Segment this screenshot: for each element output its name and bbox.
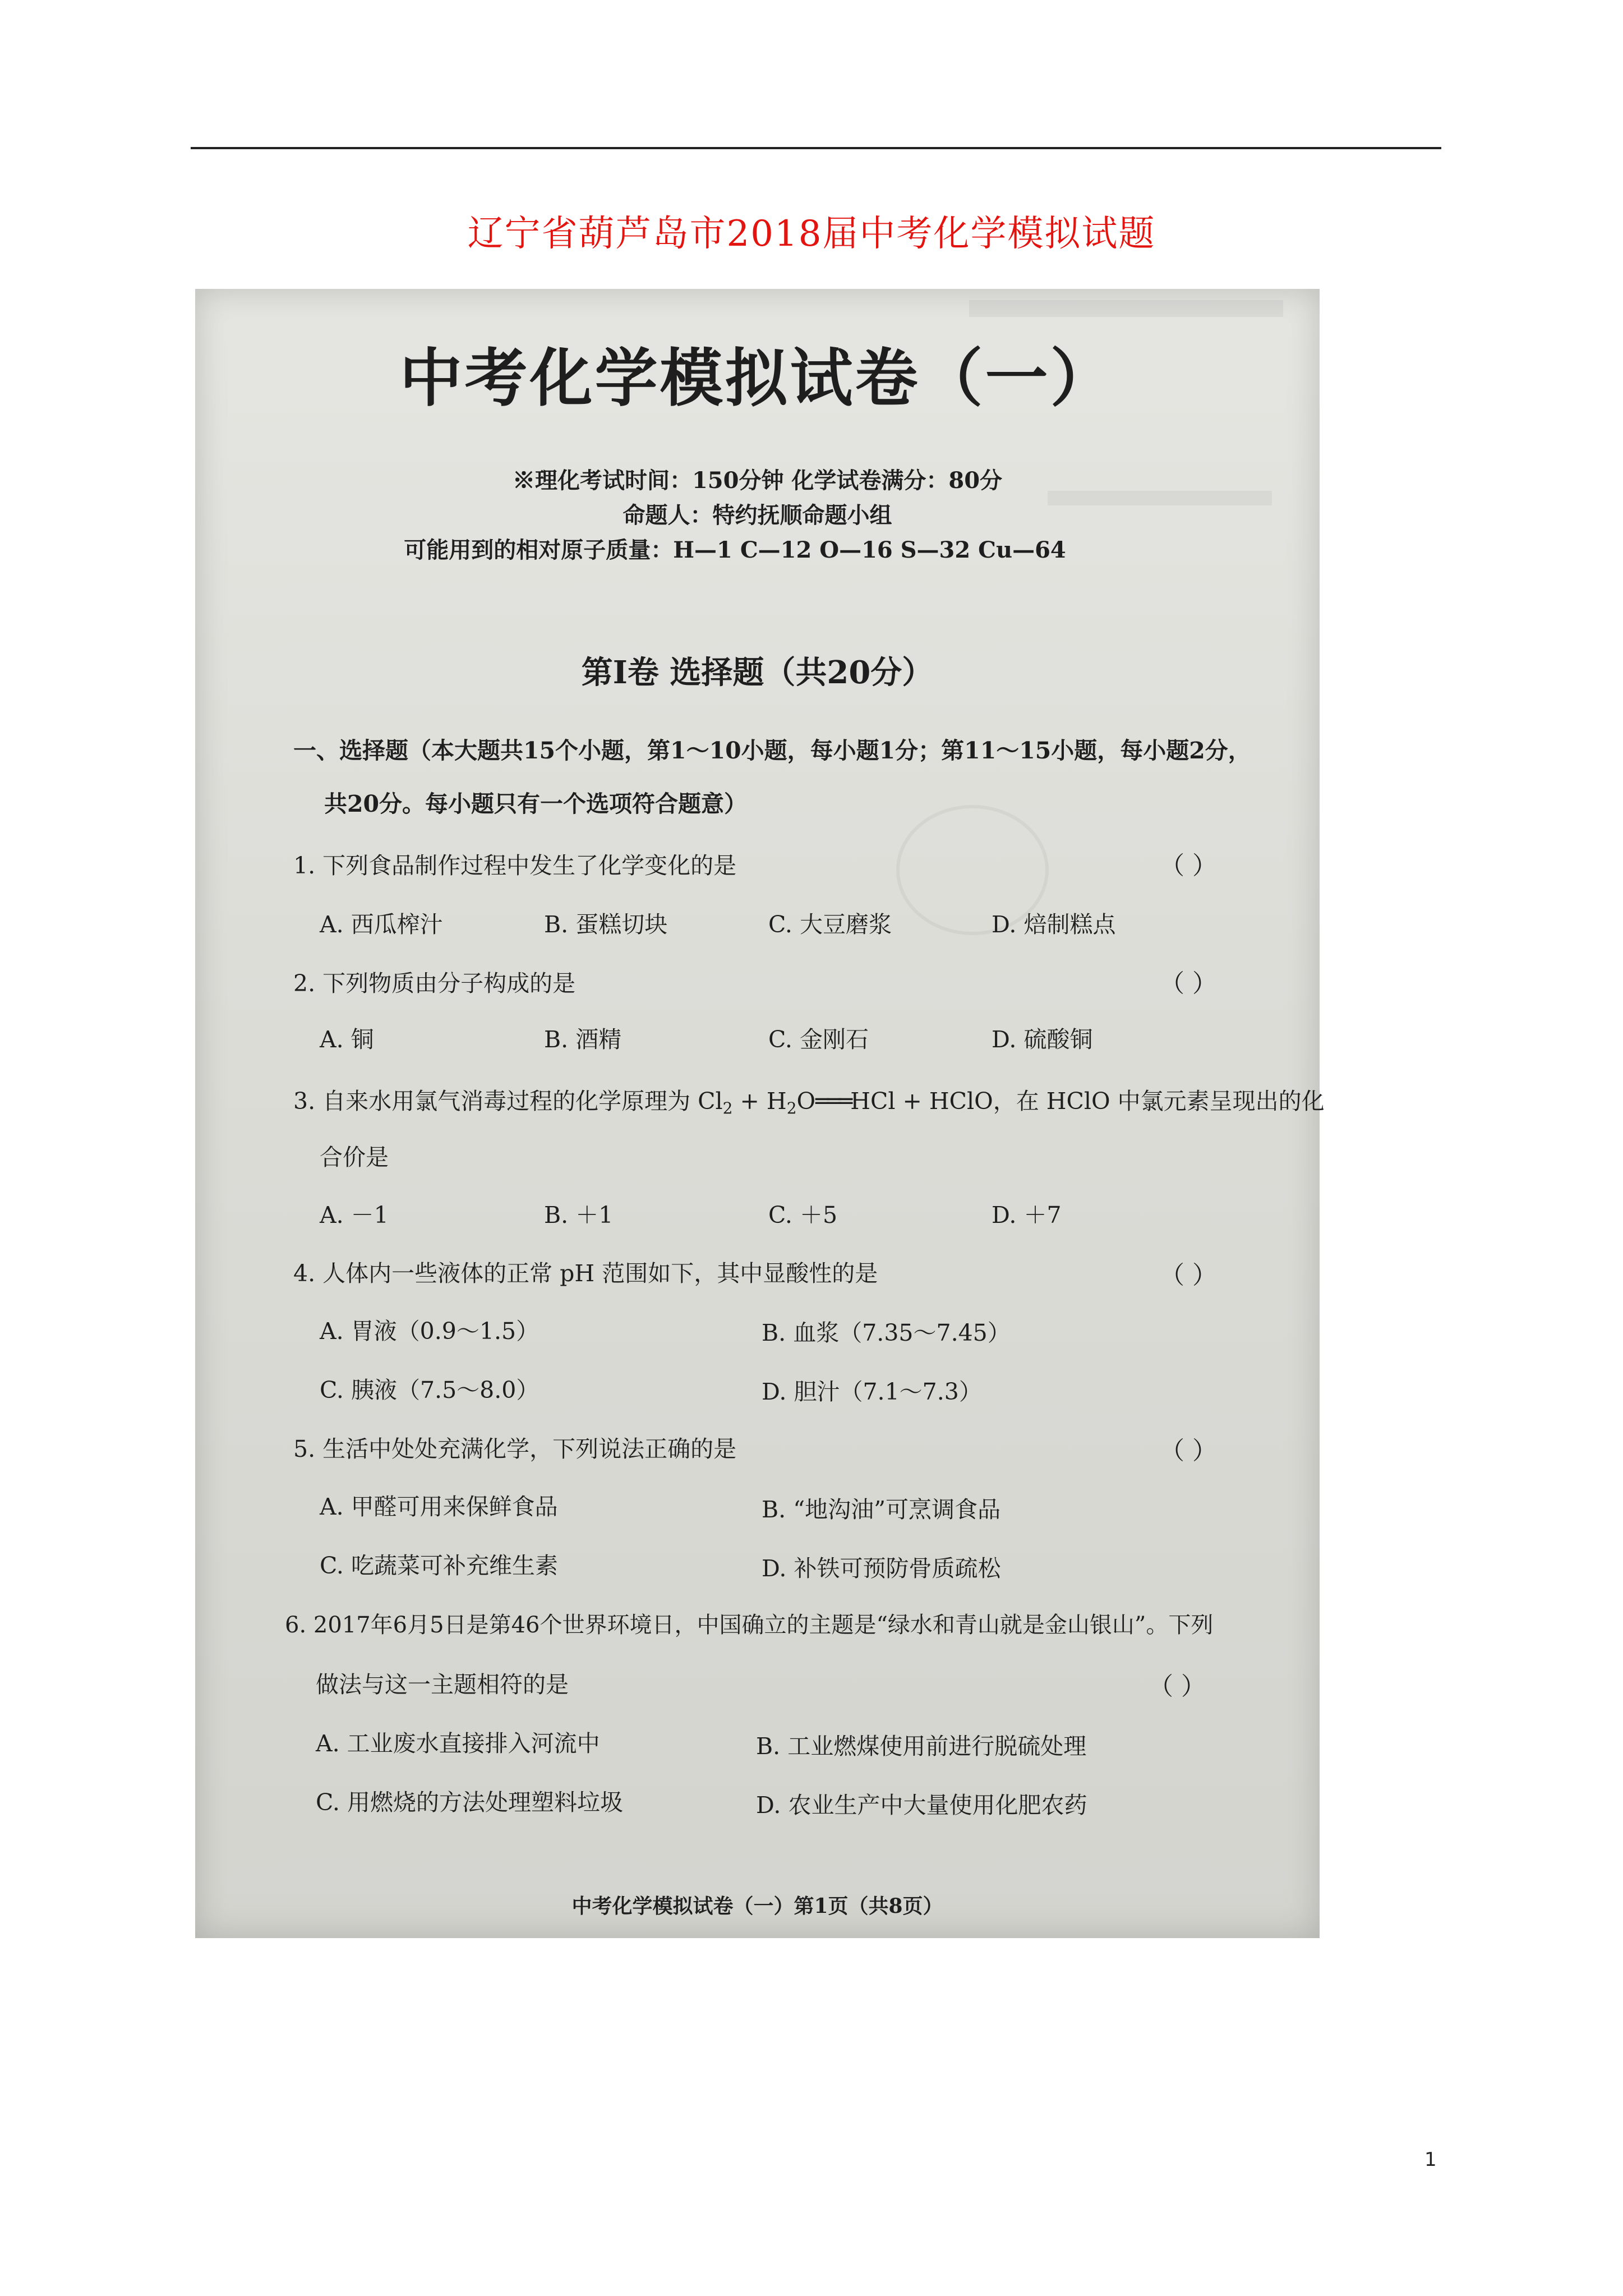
question-3-stem-line-2: 合价是 [320, 1144, 389, 1171]
question-6-option-c: C. 用燃烧的方法处理塑料垃圾 [316, 1789, 623, 1816]
question-2-option-d: D. 硫酸铜 [992, 1026, 1093, 1053]
exam-author: 命题人：特约抚顺命题小组 [623, 502, 892, 528]
bleed-through-mark [969, 300, 1283, 317]
question-2-option-a: A. 铜 [320, 1026, 374, 1053]
question-6-option-b: B. 工业燃煤使用前进行脱硫处理 [756, 1733, 1087, 1760]
question-1-stem: 1. 下列食品制作过程中发生了化学变化的是 [293, 852, 737, 879]
question-1-option-b: B. 蛋糕切块 [544, 911, 668, 938]
answer-paren: （ ） [1149, 1672, 1206, 1701]
question-6-stem-line-2: 做法与这一主题相符的是 [316, 1671, 569, 1698]
question-3-option-a: A. －1 [320, 1202, 389, 1228]
question-6-option-a: A. 工业废水直接排入河流中 [316, 1730, 600, 1757]
instructions-line-1: 一、选择题（本大题共15个小题，第1～10小题，每小题1分；第11～15小题，每小题2分， [293, 737, 1251, 764]
reaction-arrow: ═══ [815, 1088, 851, 1115]
question-4-option-b: B. 血浆（7.35～7.45） [762, 1319, 1011, 1346]
page-number: 1 [1424, 2148, 1437, 2171]
answer-paren: （ ） [1160, 1261, 1217, 1290]
exam-time-info: ※理化考试时间：150分钟 化学试卷满分：80分 [512, 467, 1003, 494]
question-4-option-c: C. 胰液（7.5～8.0） [320, 1377, 540, 1404]
scanned-exam-page [195, 289, 1325, 1938]
atomic-masses: 可能用到的相对原子质量：H—1 C—12 O—16 S—32 Cu—64 [404, 537, 1066, 563]
exam-title: 中考化学模拟试卷（一） [399, 342, 1115, 415]
exam-page-footer: 中考化学模拟试卷（一）第1页（共8页） [571, 1894, 943, 1918]
section-title: 第Ⅰ卷 选择题（共20分） [581, 654, 934, 691]
answer-paren: （ ） [1160, 969, 1217, 998]
question-3-option-d: D. ＋7 [992, 1202, 1062, 1228]
question-1-option-c: C. 大豆磨浆 [768, 911, 892, 938]
question-6-option-d: D. 农业生产中大量使用化肥农药 [756, 1792, 1087, 1819]
question-3-option-b: B. ＋1 [544, 1202, 614, 1228]
document-title: 辽宁省葫芦岛市2018届中考化学模拟试题 [467, 213, 1156, 255]
question-3-option-c: C. ＋5 [768, 1202, 838, 1228]
question-5-option-b: B. “地沟油”可烹调食品 [762, 1496, 1001, 1523]
question-5-option-d: D. 补铁可预防骨质疏松 [762, 1555, 1001, 1582]
question-6-stem: 6. 2017年6月5日是第46个世界环境日，中国确立的主题是“绿水和青山就是金山银山”。下列 [285, 1612, 1214, 1638]
question-2-stem: 2. 下列物质由分子构成的是 [293, 970, 576, 997]
question-5-option-c: C. 吃蔬菜可补充维生素 [320, 1552, 558, 1579]
question-2-option-b: B. 酒精 [544, 1026, 622, 1053]
question-2-option-c: C. 金刚石 [768, 1026, 869, 1053]
question-5-option-a: A. 甲醛可用来保鲜食品 [320, 1493, 558, 1520]
question-4-option-d: D. 胆汁（7.1～7.3） [762, 1378, 982, 1405]
question-4-stem: 4. 人体内一些液体的正常 pH 范围如下，其中显酸性的是 [293, 1260, 878, 1287]
question-4-option-a: A. 胃液（0.9～1.5） [320, 1318, 540, 1345]
question-3-stem: 3. 自来水用氯气消毒过程的化学原理为 $Cl_2$ + $H_2O═══HCl$ + HClO，在 HClO 中氯元素呈现出的化 [293, 1088, 1325, 1117]
question-1-option-d: D. 焙制糕点 [992, 911, 1116, 938]
question-1-option-a: A. 西瓜榨汁 [320, 911, 443, 938]
top-rule [191, 147, 1441, 149]
question-5-stem: 5. 生活中处处充满化学，下列说法正确的是 [293, 1435, 737, 1462]
answer-paren: （ ） [1160, 1437, 1217, 1465]
answer-paren: （ ） [1160, 852, 1217, 880]
instructions-line-2: 共20分。每小题只有一个选项符合题意） [324, 790, 748, 817]
